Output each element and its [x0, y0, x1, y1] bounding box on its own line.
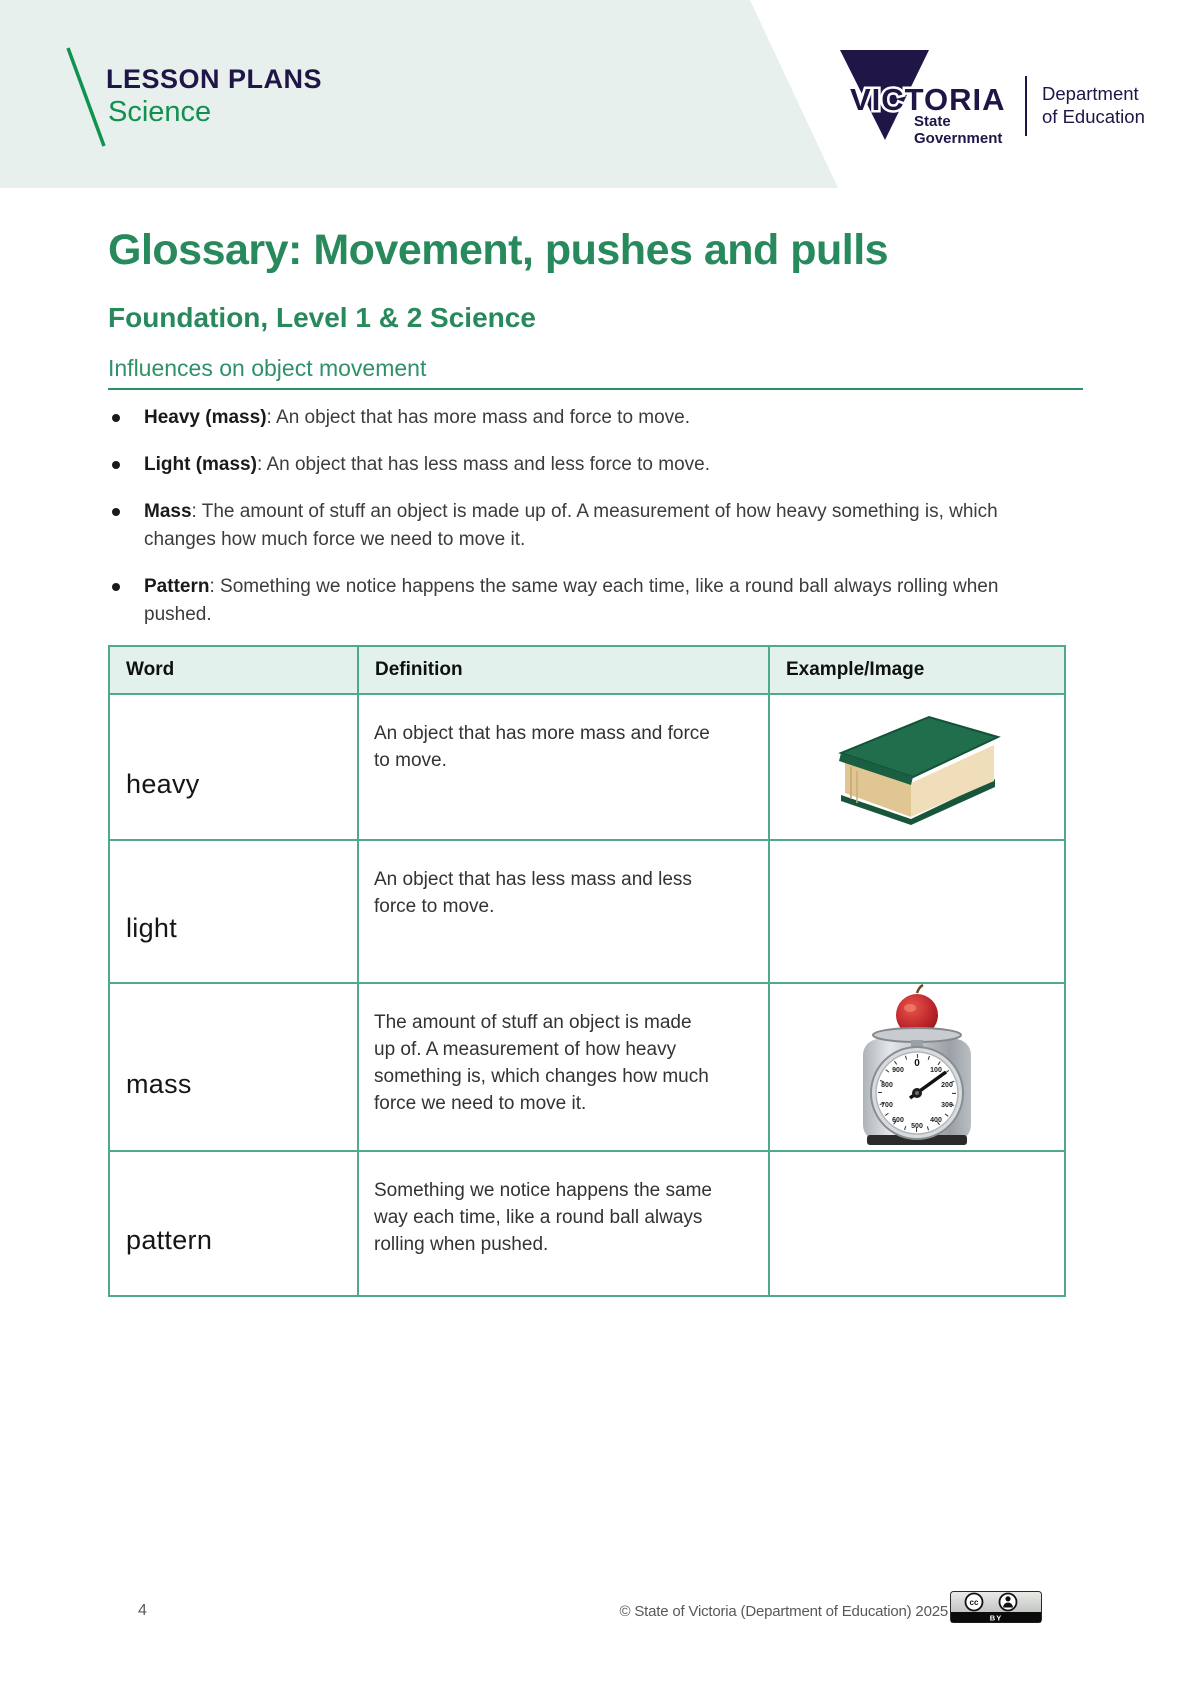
dial-number: 100: [930, 1067, 942, 1074]
government-text: Government: [914, 130, 1003, 147]
green-book-image: [831, 709, 1003, 825]
cc-text: cc: [969, 1598, 979, 1607]
page-number: 4: [138, 1602, 147, 1619]
bullet-term: Pattern: [144, 576, 210, 597]
cc-by-license-badge: [950, 1591, 1042, 1623]
section-heading: Influences on object movement: [108, 355, 427, 381]
dial-number: 600: [892, 1117, 904, 1124]
bullet-term: Heavy (mass): [144, 407, 267, 428]
bullet-term: Light (mass): [144, 454, 257, 475]
page-subtitle: Foundation, Level 1 & 2 Science: [108, 302, 536, 333]
table-cell-image: [770, 695, 1064, 841]
state-text: State: [914, 113, 951, 130]
bullet-icon: [112, 583, 120, 591]
dial-number: 0: [914, 1058, 920, 1069]
definition-text: An object that has less mass and less force to move.: [374, 869, 692, 917]
by-text: BY: [989, 1613, 1003, 1623]
table-cell-word: mass: [110, 984, 359, 1152]
bullet-text: : The amount of stuff an object is made up of. A measurement of how heavy something is, which changes how much force we need to move it.: [144, 501, 998, 550]
dial-number: 900: [892, 1067, 904, 1074]
table-header-definition: Definition: [359, 647, 770, 695]
table-cell-word: heavy: [110, 695, 359, 841]
table-cell-image: [770, 984, 1064, 1152]
dial-number: 700: [881, 1102, 893, 1109]
table-cell-word: pattern: [110, 1152, 359, 1295]
table-cell-word: light: [110, 841, 359, 984]
page-title: Glossary: Movement, pushes and pulls: [108, 226, 889, 274]
dial-number: 500: [911, 1123, 923, 1130]
definition-text: The amount of stuff an object is made up of. A measurement of how heavy something is, which changes how much force we need to move it.: [374, 1012, 709, 1114]
bullet-icon: [112, 414, 120, 422]
victoria-government-logo: [830, 36, 1160, 148]
dial-number: 800: [881, 1082, 893, 1089]
dial-number: 200: [941, 1082, 953, 1089]
section-underline: [108, 388, 1083, 390]
dial-number: 300: [941, 1102, 953, 1109]
table-cell-definition: [359, 695, 770, 841]
table-cell-image-empty: [770, 1152, 1064, 1295]
attribution-person-icon: [1000, 1594, 1017, 1611]
definition-text: Something we notice happens the same way each time, like a round ball always rolling when pushed.: [374, 1180, 712, 1255]
table-cell-image-empty: [770, 841, 1064, 984]
bullet-icon: [112, 508, 120, 516]
lesson-plans-logo-subject: Science: [108, 96, 212, 128]
list-item: [108, 451, 1028, 479]
copyright-text: © State of Victoria (Department of Education) 2025: [619, 1603, 948, 1620]
table-cell-definition: [359, 984, 770, 1152]
bullet-text: : Something we notice happens the same way each time, like a round ball always rolling when pushed.: [144, 576, 999, 625]
table-cell-definition: [359, 1152, 770, 1295]
department-text-line1: Department: [1042, 83, 1139, 104]
bullet-term: Mass: [144, 501, 192, 522]
list-item: [108, 573, 1028, 629]
glossary-table: [108, 645, 1066, 1297]
table-header-example: Example/Image: [770, 647, 1064, 695]
list-item: [108, 404, 1028, 432]
bullet-text: : An object that has more mass and force to move.: [266, 407, 691, 428]
victoria-brand-text: VICTORIA: [850, 82, 1006, 117]
lesson-plans-logo-title: LESSON PLANS: [106, 64, 323, 94]
department-text-line2: of Education: [1042, 106, 1145, 127]
dial-number: 400: [930, 1117, 942, 1124]
table-header-word: Word: [110, 647, 359, 695]
bullet-icon: [112, 461, 120, 469]
table-cell-definition: [359, 841, 770, 984]
list-item: [108, 498, 1028, 554]
bullet-text: : An object that has less mass and less force to move.: [256, 454, 711, 475]
definition-bullet-list: [108, 404, 1028, 648]
kitchen-scale-with-apple-image: [837, 983, 997, 1151]
definition-text: An object that has more mass and force to move.: [374, 723, 710, 771]
